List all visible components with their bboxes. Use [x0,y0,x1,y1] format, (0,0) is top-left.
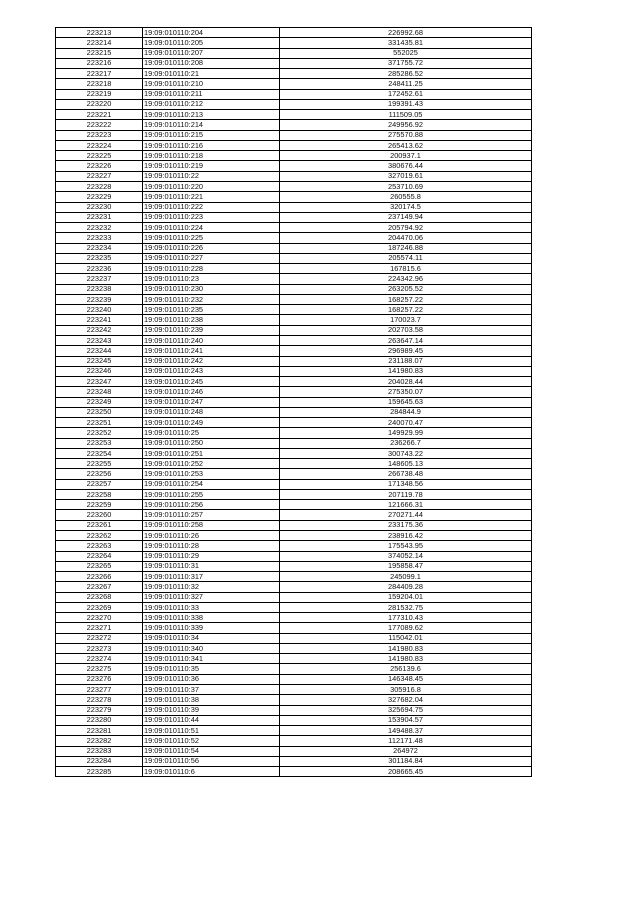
table-row [56,387,532,397]
amount-cell: 253710.69 [280,181,532,191]
cadastral-number-cell: 19:09:010110:317 [143,572,280,582]
amount-cell: 171348.56 [280,479,532,489]
cadastral-number-cell: 19:09:010110:54 [143,746,280,756]
cadastral-number-cell: 19:09:010110:208 [143,58,280,68]
row-id-cell: 223214 [56,38,143,48]
cadastral-number-cell: 19:09:010110:227 [143,253,280,263]
table-row [56,99,532,109]
amount-cell: 200937.1 [280,151,532,161]
amount-cell: 195858.47 [280,561,532,571]
table-row [56,243,532,253]
cadastral-number-cell: 19:09:010110:212 [143,99,280,109]
table-row [56,510,532,520]
row-id-cell: 223256 [56,469,143,479]
cadastral-number-cell: 19:09:010110:232 [143,294,280,304]
table-row [56,28,532,38]
row-id-cell: 223218 [56,79,143,89]
cadastral-number-cell: 19:09:010110:221 [143,192,280,202]
table-row [56,223,532,233]
cadastral-number-cell: 19:09:010110:38 [143,695,280,705]
row-id-cell: 223219 [56,89,143,99]
row-id-cell: 223282 [56,736,143,746]
amount-cell: 237149.94 [280,212,532,222]
cadastral-number-cell: 19:09:010110:207 [143,48,280,58]
cadastral-number-cell: 19:09:010110:251 [143,448,280,458]
amount-cell: 327019.61 [280,171,532,181]
amount-cell: 265413.62 [280,140,532,150]
table-row [56,335,532,345]
cadastral-number-cell: 19:09:010110:226 [143,243,280,253]
cadastral-number-cell: 19:09:010110:327 [143,592,280,602]
row-id-cell: 223235 [56,253,143,263]
row-id-cell: 223268 [56,592,143,602]
table-row [56,479,532,489]
row-id-cell: 223284 [56,756,143,766]
table-row [56,705,532,715]
cadastral-number-cell: 19:09:010110:252 [143,459,280,469]
row-id-cell: 223266 [56,572,143,582]
amount-cell: 256139.6 [280,664,532,674]
cadastral-number-cell: 19:09:010110:51 [143,726,280,736]
cadastral-number-cell: 19:09:010110:6 [143,767,280,777]
amount-cell: 172452.61 [280,89,532,99]
cadastral-number-cell: 19:09:010110:245 [143,377,280,387]
cadastral-number-cell: 19:09:010110:31 [143,561,280,571]
row-id-cell: 223229 [56,192,143,202]
row-id-cell: 223230 [56,202,143,212]
table-row [56,305,532,315]
cadastral-number-cell: 19:09:010110:39 [143,705,280,715]
amount-cell: 320174.5 [280,202,532,212]
cadastral-number-cell: 19:09:010110:36 [143,674,280,684]
cadastral-number-cell: 19:09:010110:215 [143,130,280,140]
amount-cell: 207119.78 [280,489,532,499]
table-row [56,407,532,417]
table-row [56,448,532,458]
amount-cell: 374052.14 [280,551,532,561]
table-row [56,377,532,387]
table-row [56,438,532,448]
table-row [56,592,532,602]
row-id-cell: 223239 [56,294,143,304]
table-row [56,726,532,736]
cadastral-number-cell: 19:09:010110:25 [143,428,280,438]
amount-cell: 281532.75 [280,602,532,612]
amount-cell: 305916.8 [280,685,532,695]
row-id-cell: 223233 [56,233,143,243]
cadastral-number-cell: 19:09:010110:28 [143,541,280,551]
cadastral-number-cell: 19:09:010110:257 [143,510,280,520]
row-id-cell: 223264 [56,551,143,561]
amount-cell: 159645.63 [280,397,532,407]
table-row [56,110,532,120]
amount-cell: 226992.68 [280,28,532,38]
cadastral-number-cell: 19:09:010110:341 [143,654,280,664]
cadastral-number-cell: 19:09:010110:219 [143,161,280,171]
cadastral-number-cell: 19:09:010110:52 [143,736,280,746]
amount-cell: 146348.45 [280,674,532,684]
amount-cell: 205574.11 [280,253,532,263]
amount-cell: 224342.96 [280,274,532,284]
row-id-cell: 223277 [56,685,143,695]
table-row [56,130,532,140]
row-id-cell: 223285 [56,767,143,777]
row-id-cell: 223267 [56,582,143,592]
table-row [56,520,532,530]
table-row [56,643,532,653]
amount-cell: 199391.43 [280,99,532,109]
amount-cell: 208665.45 [280,767,532,777]
row-id-cell: 223236 [56,264,143,274]
row-id-cell: 223238 [56,284,143,294]
table-row [56,685,532,695]
table-row [56,140,532,150]
amount-cell: 327682.04 [280,695,532,705]
row-id-cell: 223263 [56,541,143,551]
cadastral-number-cell: 19:09:010110:218 [143,151,280,161]
table-row [56,202,532,212]
table-row [56,284,532,294]
table-row [56,181,532,191]
amount-cell: 301184.84 [280,756,532,766]
cadastral-number-cell: 19:09:010110:220 [143,181,280,191]
amount-cell: 325694.75 [280,705,532,715]
table-row [56,89,532,99]
amount-cell: 263647.14 [280,335,532,345]
cadastral-number-cell: 19:09:010110:230 [143,284,280,294]
row-id-cell: 223223 [56,130,143,140]
cadastral-number-cell: 19:09:010110:256 [143,500,280,510]
amount-cell: 168257.22 [280,305,532,315]
amount-cell: 148605.13 [280,459,532,469]
amount-cell: 331435.81 [280,38,532,48]
row-id-cell: 223246 [56,366,143,376]
amount-cell: 159204.01 [280,592,532,602]
row-id-cell: 223213 [56,28,143,38]
data-table [55,27,532,777]
row-id-cell: 223276 [56,674,143,684]
amount-cell: 300743.22 [280,448,532,458]
row-id-cell: 223240 [56,305,143,315]
amount-cell: 285286.52 [280,69,532,79]
row-id-cell: 223262 [56,531,143,541]
row-id-cell: 223278 [56,695,143,705]
amount-cell: 275350.07 [280,387,532,397]
amount-cell: 284844.9 [280,407,532,417]
row-id-cell: 223245 [56,356,143,366]
amount-cell: 141980.83 [280,643,532,653]
table-row [56,674,532,684]
row-id-cell: 223279 [56,705,143,715]
row-id-cell: 223247 [56,377,143,387]
amount-cell: 141980.83 [280,366,532,376]
row-id-cell: 223232 [56,223,143,233]
cadastral-number-cell: 19:09:010110:228 [143,264,280,274]
amount-cell: 284409.28 [280,582,532,592]
cadastral-number-cell: 19:09:010110:211 [143,89,280,99]
cadastral-number-cell: 19:09:010110:246 [143,387,280,397]
table-row [56,582,532,592]
amount-cell: 141980.83 [280,654,532,664]
amount-cell: 115042.01 [280,633,532,643]
table-row [56,767,532,777]
cadastral-number-cell: 19:09:010110:44 [143,715,280,725]
cadastral-number-cell: 19:09:010110:247 [143,397,280,407]
row-id-cell: 223253 [56,438,143,448]
row-id-cell: 223228 [56,181,143,191]
row-id-cell: 223237 [56,274,143,284]
table-row [56,171,532,181]
cadastral-number-cell: 19:09:010110:242 [143,356,280,366]
row-id-cell: 223281 [56,726,143,736]
table-row [56,212,532,222]
amount-cell: 204028.44 [280,377,532,387]
amount-cell: 263205.52 [280,284,532,294]
cadastral-number-cell: 19:09:010110:204 [143,28,280,38]
cadastral-number-cell: 19:09:010110:248 [143,407,280,417]
table-row [56,654,532,664]
table-body [56,28,532,777]
row-id-cell: 223250 [56,407,143,417]
row-id-cell: 223258 [56,489,143,499]
table-row [56,428,532,438]
table-row [56,489,532,499]
row-id-cell: 223280 [56,715,143,725]
table-row [56,623,532,633]
cadastral-number-cell: 19:09:010110:26 [143,531,280,541]
row-id-cell: 223225 [56,151,143,161]
cadastral-number-cell: 19:09:010110:340 [143,643,280,653]
amount-cell: 264972 [280,746,532,756]
row-id-cell: 223222 [56,120,143,130]
cadastral-number-cell: 19:09:010110:235 [143,305,280,315]
amount-cell: 231188.07 [280,356,532,366]
table-row [56,325,532,335]
row-id-cell: 223272 [56,633,143,643]
amount-cell: 260555.8 [280,192,532,202]
table-row [56,551,532,561]
table-row [56,695,532,705]
cadastral-number-cell: 19:09:010110:253 [143,469,280,479]
amount-cell: 233175.36 [280,520,532,530]
amount-cell: 552025 [280,48,532,58]
cadastral-number-cell: 19:09:010110:250 [143,438,280,448]
table-row [56,613,532,623]
row-id-cell: 223283 [56,746,143,756]
cadastral-number-cell: 19:09:010110:238 [143,315,280,325]
row-id-cell: 223234 [56,243,143,253]
row-id-cell: 223244 [56,346,143,356]
row-id-cell: 223226 [56,161,143,171]
cadastral-number-cell: 19:09:010110:222 [143,202,280,212]
cadastral-number-cell: 19:09:010110:34 [143,633,280,643]
table-row [56,715,532,725]
cadastral-number-cell: 19:09:010110:35 [143,664,280,674]
amount-cell: 167815.6 [280,264,532,274]
amount-cell: 121666.31 [280,500,532,510]
row-id-cell: 223257 [56,479,143,489]
cadastral-number-cell: 19:09:010110:37 [143,685,280,695]
amount-cell: 187246.88 [280,243,532,253]
table-row [56,572,532,582]
row-id-cell: 223227 [56,171,143,181]
cadastral-number-cell: 19:09:010110:249 [143,418,280,428]
row-id-cell: 223216 [56,58,143,68]
row-id-cell: 223241 [56,315,143,325]
table-row [56,561,532,571]
cadastral-number-cell: 19:09:010110:224 [143,223,280,233]
amount-cell: 270271.44 [280,510,532,520]
table-row [56,346,532,356]
cadastral-number-cell: 19:09:010110:205 [143,38,280,48]
table-row [56,58,532,68]
row-id-cell: 223217 [56,69,143,79]
cadastral-number-cell: 19:09:010110:56 [143,756,280,766]
cadastral-number-cell: 19:09:010110:240 [143,335,280,345]
row-id-cell: 223242 [56,325,143,335]
amount-cell: 266738.48 [280,469,532,479]
cadastral-number-cell: 19:09:010110:225 [143,233,280,243]
row-id-cell: 223251 [56,418,143,428]
table-row [56,48,532,58]
table-row [56,274,532,284]
cadastral-number-cell: 19:09:010110:210 [143,79,280,89]
amount-cell: 371755.72 [280,58,532,68]
table-row [56,38,532,48]
table-row [56,541,532,551]
row-id-cell: 223265 [56,561,143,571]
amount-cell: 149929.99 [280,428,532,438]
amount-cell: 275570.88 [280,130,532,140]
table-row [56,264,532,274]
row-id-cell: 223261 [56,520,143,530]
cadastral-number-cell: 19:09:010110:223 [143,212,280,222]
row-id-cell: 223275 [56,664,143,674]
table-row [56,459,532,469]
amount-cell: 380676.44 [280,161,532,171]
amount-cell: 249956.92 [280,120,532,130]
table-row [56,736,532,746]
table-row [56,120,532,130]
amount-cell: 202703.58 [280,325,532,335]
cadastral-number-cell: 19:09:010110:258 [143,520,280,530]
cadastral-number-cell: 19:09:010110:32 [143,582,280,592]
row-id-cell: 223249 [56,397,143,407]
cadastral-number-cell: 19:09:010110:216 [143,140,280,150]
row-id-cell: 223259 [56,500,143,510]
row-id-cell: 223273 [56,643,143,653]
cadastral-number-cell: 19:09:010110:255 [143,489,280,499]
cadastral-number-cell: 19:09:010110:213 [143,110,280,120]
table-row [56,397,532,407]
table-row [56,161,532,171]
cadastral-number-cell: 19:09:010110:21 [143,69,280,79]
table-row [56,315,532,325]
cadastral-number-cell: 19:09:010110:254 [143,479,280,489]
cadastral-number-cell: 19:09:010110:338 [143,613,280,623]
row-id-cell: 223243 [56,335,143,345]
table-row [56,418,532,428]
row-id-cell: 223231 [56,212,143,222]
amount-cell: 238916.42 [280,531,532,541]
row-id-cell: 223248 [56,387,143,397]
table-row [56,366,532,376]
cadastral-number-cell: 19:09:010110:239 [143,325,280,335]
amount-cell: 248411.25 [280,79,532,89]
amount-cell: 177310.43 [280,613,532,623]
table-row [56,151,532,161]
table-row [56,294,532,304]
cadastral-number-cell: 19:09:010110:29 [143,551,280,561]
amount-cell: 149488.37 [280,726,532,736]
row-id-cell: 223269 [56,602,143,612]
cadastral-number-cell: 19:09:010110:214 [143,120,280,130]
table-row [56,746,532,756]
amount-cell: 236266.7 [280,438,532,448]
amount-cell: 175543.95 [280,541,532,551]
table-row [56,469,532,479]
table-row [56,233,532,243]
amount-cell: 204470.06 [280,233,532,243]
amount-cell: 170023.7 [280,315,532,325]
amount-cell: 111509.05 [280,110,532,120]
cadastral-number-cell: 19:09:010110:241 [143,346,280,356]
cadastral-number-cell: 19:09:010110:243 [143,366,280,376]
cadastral-number-cell: 19:09:010110:22 [143,171,280,181]
row-id-cell: 223224 [56,140,143,150]
row-id-cell: 223220 [56,99,143,109]
row-id-cell: 223274 [56,654,143,664]
table-row [56,531,532,541]
table-row [56,633,532,643]
table-row [56,664,532,674]
row-id-cell: 223260 [56,510,143,520]
amount-cell: 245099.1 [280,572,532,582]
row-id-cell: 223221 [56,110,143,120]
amount-cell: 205794.92 [280,223,532,233]
amount-cell: 153904.57 [280,715,532,725]
table-row [56,253,532,263]
row-id-cell: 223254 [56,448,143,458]
table-row [56,756,532,766]
table-row [56,602,532,612]
amount-cell: 177089.62 [280,623,532,633]
cadastral-number-cell: 19:09:010110:339 [143,623,280,633]
table-row [56,500,532,510]
table-row [56,192,532,202]
row-id-cell: 223252 [56,428,143,438]
amount-cell: 296989.45 [280,346,532,356]
row-id-cell: 223271 [56,623,143,633]
amount-cell: 240070.47 [280,418,532,428]
table-row [56,79,532,89]
cadastral-number-cell: 19:09:010110:23 [143,274,280,284]
table-row [56,356,532,366]
table-row [56,69,532,79]
cadastral-number-cell: 19:09:010110:33 [143,602,280,612]
row-id-cell: 223215 [56,48,143,58]
row-id-cell: 223270 [56,613,143,623]
amount-cell: 168257.22 [280,294,532,304]
row-id-cell: 223255 [56,459,143,469]
amount-cell: 112171.48 [280,736,532,746]
